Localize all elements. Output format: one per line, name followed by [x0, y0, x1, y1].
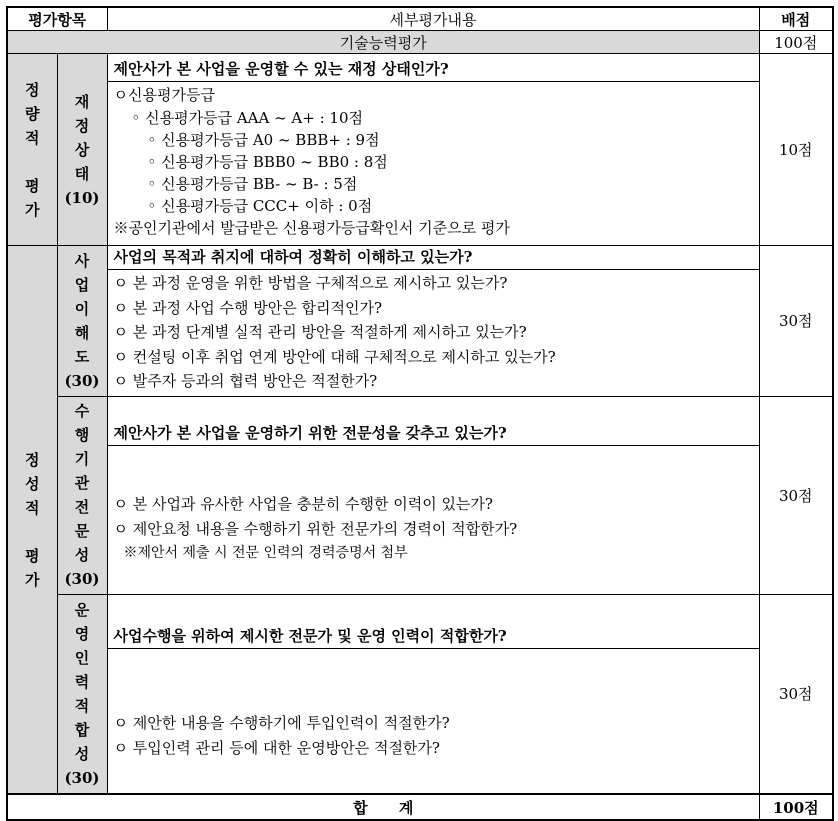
credit-rating-line: ◦ 신용평가등급 AAA ~ A+ : 10점 — [131, 109, 363, 128]
header-eval-detail: 세부평가내용 — [107, 7, 759, 31]
score-financial: 10점 — [759, 54, 833, 246]
qualitative-row-expertise — [7, 396, 833, 594]
evaluation-table — [6, 6, 834, 821]
list-item: ㅇ 본 과정 운영을 위한 방법을 구체적으로 제시하고 있는가? — [113, 274, 508, 292]
subcategory-understanding: 사 업 이 해 도 (30) — [57, 246, 107, 397]
total-label: 합 계 — [7, 794, 759, 820]
list-item: ㅇ 본 과정 사업 수행 방안은 합리적인가? — [113, 298, 382, 317]
section-row — [7, 31, 833, 54]
credit-rating-note: ※공인기관에서 발급받은 신용평가등급확인서 기준으로 평가 — [113, 219, 510, 238]
list-item: ㅇ 본 사업과 유사한 사업을 충분히 수행한 이력이 있는가? — [113, 495, 493, 514]
score-expertise: 30점 — [759, 396, 833, 594]
subcategory-financial-status: 재 정 상 태 (10) — [57, 54, 107, 246]
credit-rating-line: ◦ 신용평가등급 BBB0 ~ BB0 : 8점 — [147, 153, 388, 172]
header-row — [7, 7, 833, 31]
section-score: 100점 — [759, 31, 833, 54]
list-item: ㅇ 발주자 등과의 협력 방안은 적절한가? — [113, 372, 378, 390]
credit-rating-heading: ㅇ신용평가등급 — [113, 85, 215, 104]
understanding-content — [107, 246, 759, 397]
question-financial: 제안사가 본 사업을 운영할 수 있는 재정 상태인가? — [108, 58, 759, 82]
total-score: 100점 — [759, 794, 833, 820]
score-understanding: 30점 — [759, 246, 833, 397]
quantitative-row — [7, 54, 833, 246]
question-understanding: 사업의 목적과 취지에 대하여 정확히 이해하고 있는가? — [108, 246, 759, 270]
expertise-note: ※제안서 제출 시 전문 인력의 경력증명서 첨부 — [123, 545, 408, 562]
staffing-content — [107, 594, 759, 794]
list-item: ㅇ 본 과정 단계별 실적 관리 방안을 적절하게 제시하고 있는가? — [113, 323, 527, 341]
header-score: 배점 — [759, 7, 833, 31]
expertise-content — [107, 396, 759, 594]
credit-rating-line: ◦ 신용평가등급 BB- ~ B- : 5점 — [147, 175, 358, 194]
total-row — [7, 794, 833, 820]
list-item: ㅇ 제안한 내용을 수행하기에 투입인력이 적절한가? — [113, 714, 450, 733]
credit-rating-line: ◦ 신용평가등급 CCC+ 이하 : 0점 — [147, 197, 373, 216]
list-item: ㅇ 제안요청 내용을 수행하기 위한 전문가의 경력이 적합한가? — [113, 519, 518, 538]
credit-rating-line: ◦ 신용평가등급 A0 ~ BBB+ : 9점 — [147, 131, 380, 150]
qualitative-row-staffing — [7, 594, 833, 794]
section-title: 기술능력평가 — [7, 31, 759, 54]
score-staffing: 30점 — [759, 594, 833, 794]
question-staffing: 사업수행을 위하여 제시한 전문가 및 운영 인력이 적합한가? — [108, 625, 759, 649]
subcategory-expertise: 수 행 기 관 전 문 성 (30) — [57, 396, 107, 594]
list-item: ㅇ 컨설팅 이후 취업 연계 방안에 대해 구체적으로 제시하고 있는가? — [113, 347, 556, 366]
category-quantitative: 정 량 적 평 가 — [7, 54, 57, 246]
list-item: ㅇ 투입인력 관리 등에 대한 운영방안은 적절한가? — [113, 738, 440, 757]
qualitative-row-understanding — [7, 246, 833, 397]
category-qualitative: 정 성 적 평 가 — [7, 246, 57, 795]
financial-status-content — [107, 54, 759, 246]
header-eval-item: 평가항목 — [7, 7, 107, 31]
subcategory-staffing: 운 영 인 력 적 합 성 (30) — [57, 594, 107, 794]
question-expertise: 제안사가 본 사업을 운영하기 위한 전문성을 갖추고 있는가? — [108, 422, 759, 446]
